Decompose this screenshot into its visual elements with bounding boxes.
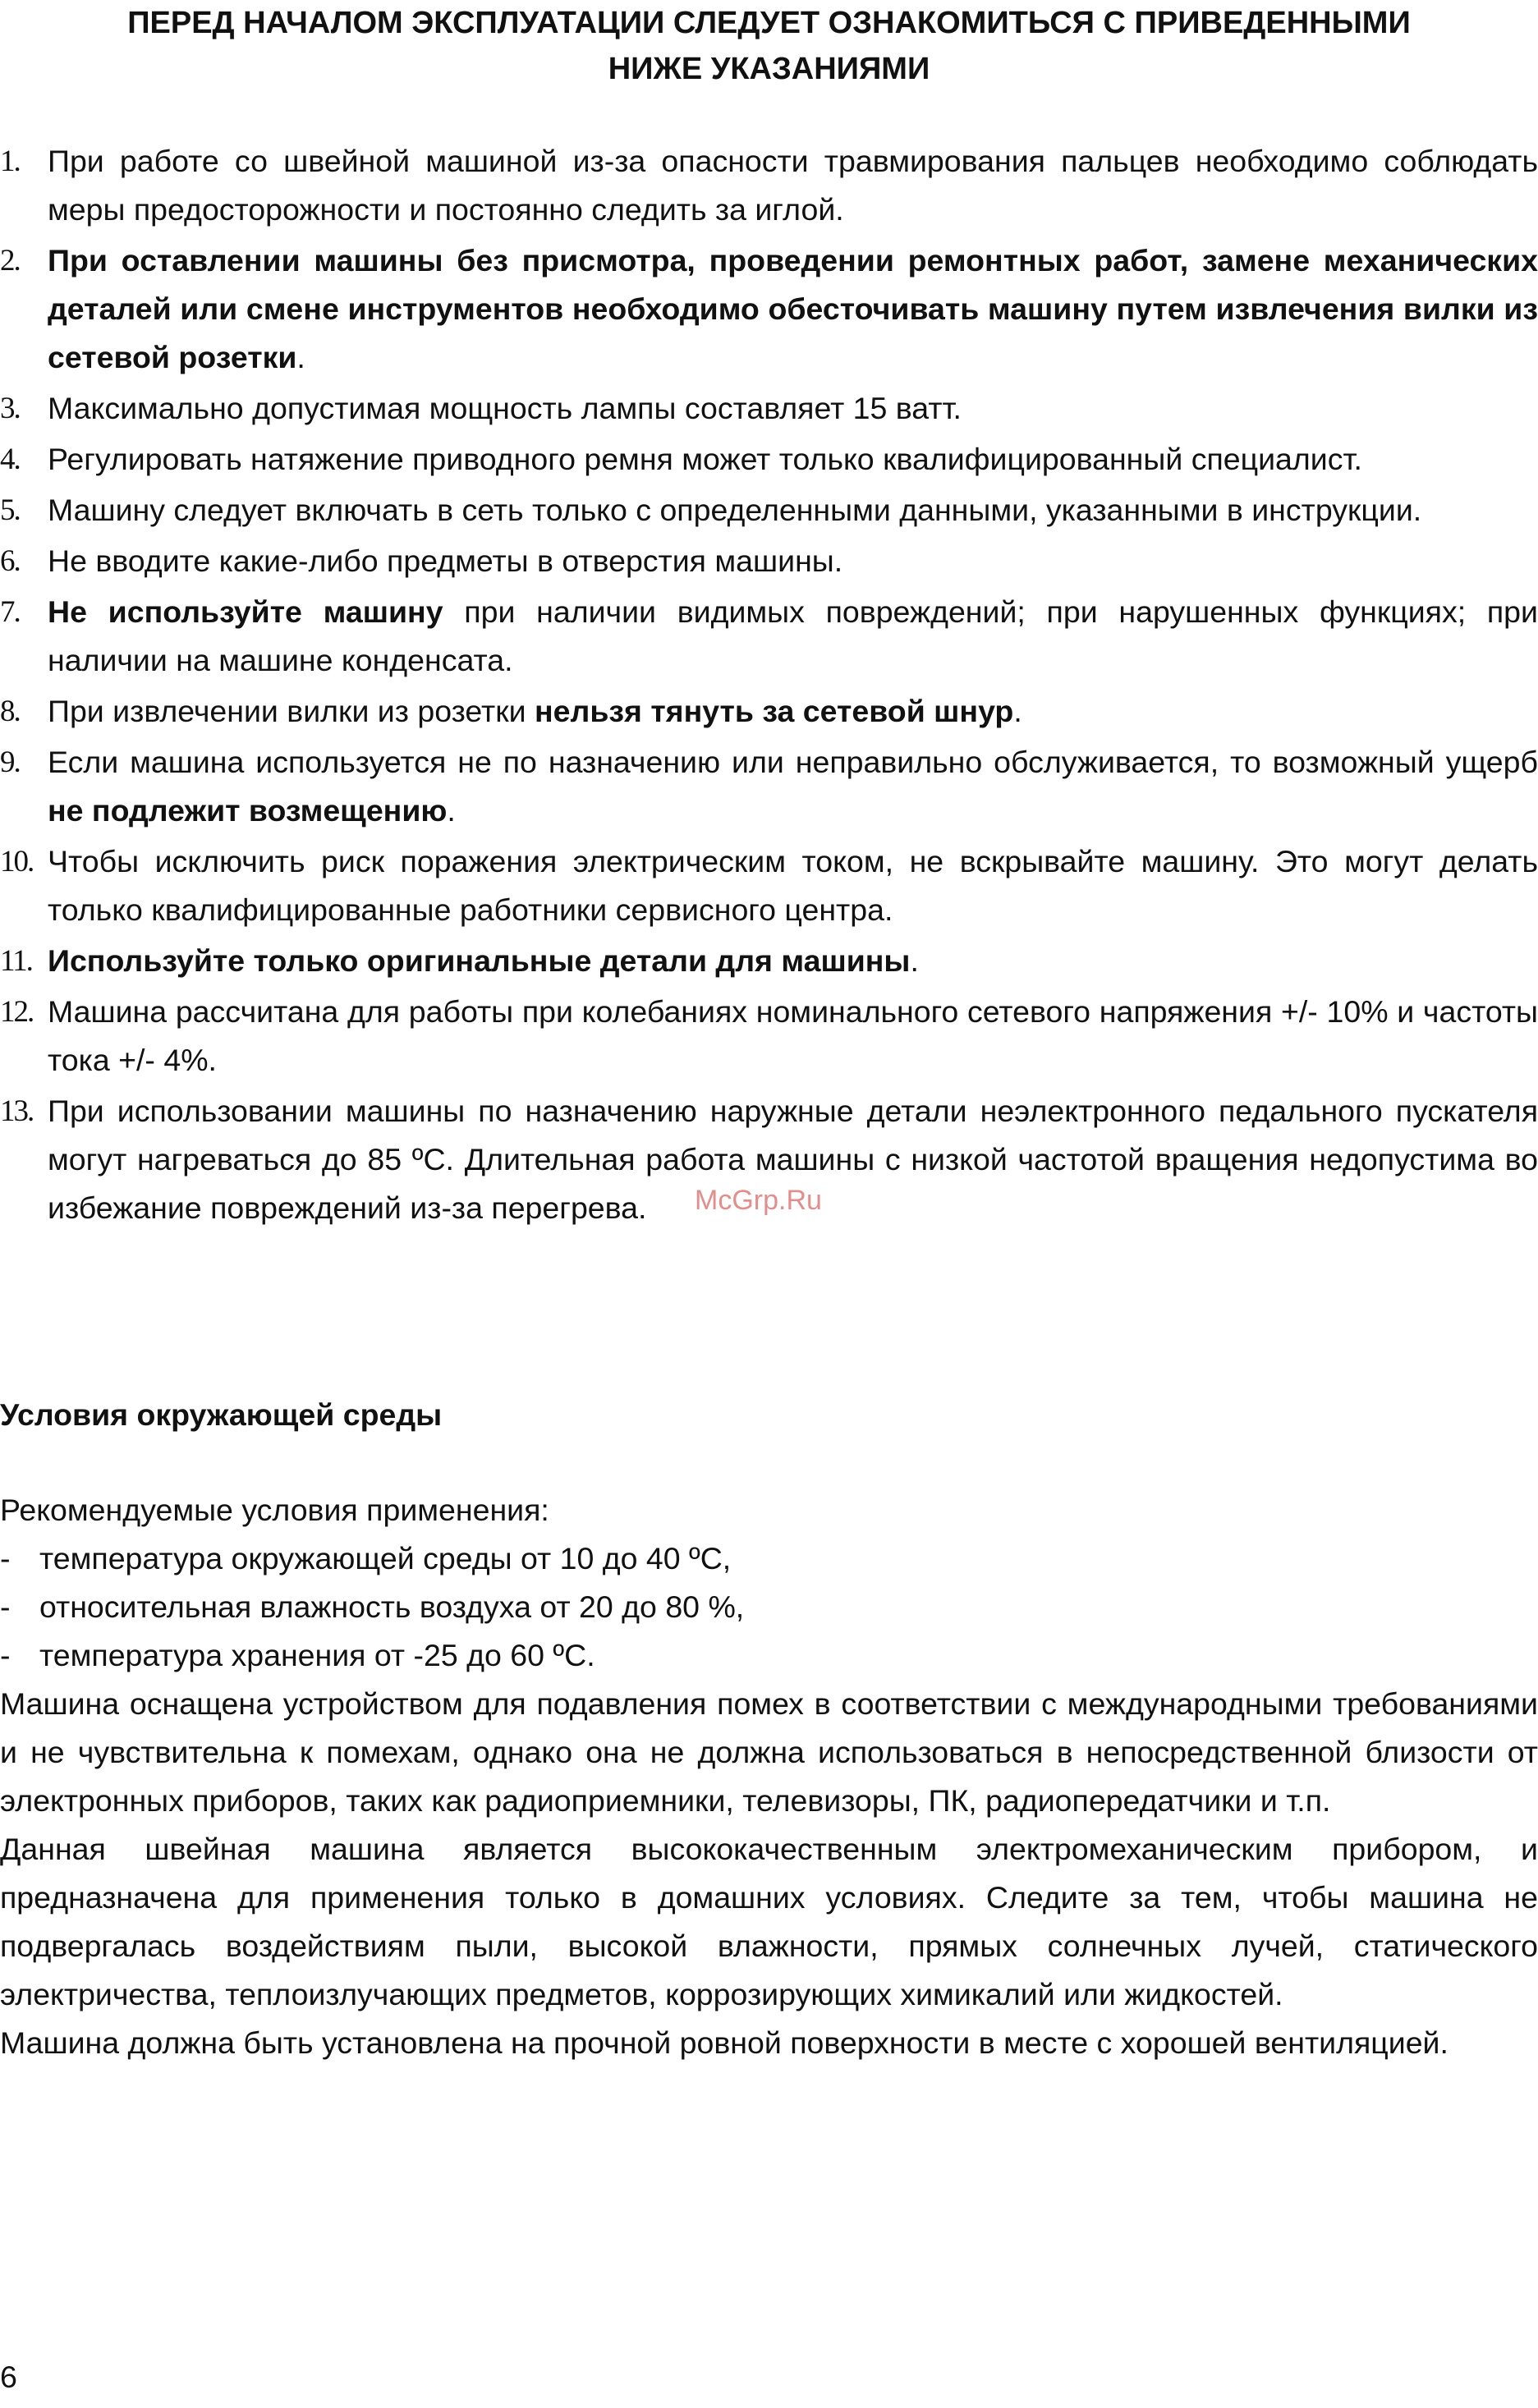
item-text <box>48 694 1022 728</box>
item-text-run: Регулировать натяжение приводного ремня может только квалифицированный специалист. <box>48 442 1362 476</box>
item-text <box>48 844 1538 927</box>
item-text <box>48 1094 1538 1225</box>
page-title <box>0 0 1538 92</box>
condition-item <box>0 1534 1538 1583</box>
item-text-run: . <box>910 943 919 978</box>
safety-item <box>0 1087 1538 1232</box>
item-number: 2. <box>0 244 20 277</box>
item-text-run: . <box>1013 694 1022 728</box>
item-text-run: Не вводите какие-либо предметы в отверстия машины. <box>48 544 843 578</box>
item-number: 5. <box>0 493 20 527</box>
dash-bullet: - <box>0 1541 11 1576</box>
title-line-2: НИЖЕ УКАЗАНИЯМИ <box>608 52 930 86</box>
item-text <box>48 745 1538 828</box>
safety-item <box>0 588 1538 685</box>
item-number: 10. <box>0 845 34 878</box>
item-text-run: . <box>447 793 456 828</box>
safety-item <box>0 988 1538 1085</box>
condition-item <box>0 1631 1538 1680</box>
item-number: 3. <box>0 392 20 425</box>
item-text <box>48 544 842 578</box>
environment-intro: Рекомендуемые условия применения: <box>0 1493 549 1527</box>
item-number: 12. <box>0 995 34 1029</box>
environment-heading: Условия окружающей среды <box>0 1397 443 1432</box>
item-text-run: Машину следует включать в сеть только с определенными данными, указанными в инструкции. <box>48 493 1422 527</box>
item-number: 13. <box>0 1094 34 1128</box>
item-number: 8. <box>0 695 20 728</box>
item-text <box>48 391 962 425</box>
safety-item <box>0 687 1538 736</box>
item-text <box>48 594 1538 677</box>
item-text-run: Если машина используется не по назначению или неправильно обслуживается, то возможный ущерб <box>48 745 1538 779</box>
safety-item <box>0 236 1538 382</box>
watermark: McGrp.Ru <box>695 1185 822 1216</box>
environment-section <box>0 1486 1538 2067</box>
dash-bullet: - <box>0 1589 11 1624</box>
safety-item <box>0 537 1538 585</box>
item-text-run: при наличии видимых повреждений; при нарушенных функциях; при наличии на машине конденсата. <box>48 594 1538 677</box>
item-text-run: Максимально допустимая мощность лампы составляет 15 ватт. <box>48 391 962 425</box>
item-text-bold: Не используйте машину <box>48 594 443 629</box>
item-text <box>48 493 1421 527</box>
item-text <box>48 243 1538 374</box>
item-text-run: При извлечении вилки из розетки <box>48 694 535 728</box>
condition-text: относительная влажность воздуха от 20 до 80 %, <box>39 1589 745 1624</box>
safety-item <box>0 435 1538 484</box>
safety-item <box>0 937 1538 985</box>
item-text-run: . <box>296 340 305 374</box>
page-number: 6 <box>0 2360 17 2394</box>
safety-item <box>0 486 1538 534</box>
item-text <box>48 943 919 978</box>
item-text-run: При использовании машины по назначению наружные детали неэлектронного педального пускателя могут нагреваться до 85 ºС. Длительная работа машины с низкой частотой вращения недопустима во избежание повреждений из-за перегрева. <box>48 1094 1538 1225</box>
item-text-run: При работе со швейной машиной из-за опасности травмирования пальцев необходимо соблюдать меры предосторожности и постоянно следить за иглой. <box>48 144 1538 227</box>
condition-text: температура окружающей среды от 10 до 40 ºС, <box>39 1541 732 1576</box>
safety-item <box>0 738 1538 835</box>
environment-paragraph-emc: Машина оснащена устройством для подавления помех в соответствии с международными требованиями и не чувствительна к помехам, однако она не должна использоваться в непосредственной близости от электронных приборов, таких как радиоприемники, телевизоры, ПК, радиопередатчики и т.п. <box>0 1686 1538 1818</box>
item-text-bold: При оставлении машины без присмотра, проведении ремонтных работ, замене механических деталей или смене инструментов необходимо обесточивать машину путем извлечения вилки из сетевой розетки <box>48 243 1538 374</box>
item-text-bold: не подлежит возмещению <box>48 793 448 828</box>
condition-item <box>0 1583 1538 1631</box>
safety-item <box>0 384 1538 433</box>
item-text-bold: Используйте только оригинальные детали для машины <box>48 943 911 978</box>
dash-bullet: - <box>0 1638 11 1672</box>
safety-item <box>0 837 1538 934</box>
item-number: 6. <box>0 544 20 578</box>
item-text-bold: нельзя тянуть за сетевой шнур <box>535 694 1014 728</box>
item-number: 1. <box>0 144 20 178</box>
item-text <box>48 144 1538 227</box>
item-text-run: Чтобы исключить риск поражения электрическим током, не вскрывайте машину. Это могут делать только квалифицированные работники сервисного центра. <box>48 844 1538 927</box>
environment-paragraph-installation: Машина должна быть установлена на прочной ровной поверхности в месте с хорошей вентиляцией. <box>0 2025 1448 2060</box>
item-text-run: Машина рассчитана для работы при колебаниях номинального сетевого напряжения +/- 10% и частоты тока +/- 4%. <box>48 994 1538 1077</box>
item-number: 9. <box>0 745 20 779</box>
item-number: 4. <box>0 443 20 476</box>
safety-item <box>0 137 1538 234</box>
environment-paragraph-usage: Данная швейная машина является высококачественным электромеханическим прибором, и предназначена для применения только в домашних условиях. Следите за тем, чтобы машина не подвергалась воздействиям пыли, высокой влажности, прямых солнечных лучей, статического электричества, теплоизлучающих предметов, коррозирующих химикалий или жидкостей. <box>0 1832 1538 2011</box>
item-text <box>48 442 1362 476</box>
safety-instructions-list <box>0 137 1538 1235</box>
condition-text: температура хранения от -25 до 60 ºС. <box>39 1638 595 1672</box>
title-line-1: ПЕРЕД НАЧАЛОМ ЭКСПЛУАТАЦИИ СЛЕДУЕТ ОЗНАКОМИТЬСЯ С ПРИВЕДЕННЫМИ <box>127 6 1411 40</box>
item-number: 7. <box>0 595 20 629</box>
item-text <box>48 994 1538 1077</box>
item-number: 11. <box>0 944 32 978</box>
